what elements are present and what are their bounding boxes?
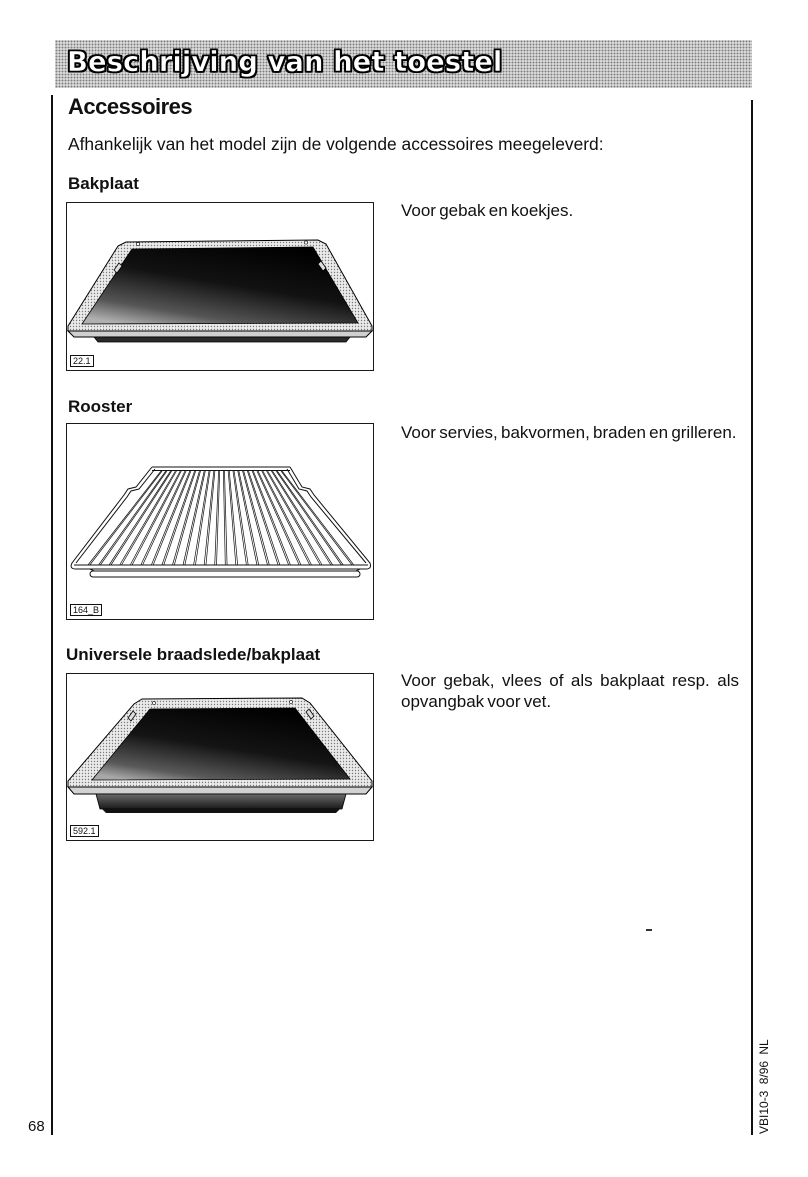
figure-label: 22.1 [70,355,94,367]
rack-bar [281,471,352,565]
rack-bar [88,471,161,565]
page-title: Beschrijving van het toestel [67,46,503,78]
rack-bar [206,471,215,565]
item-title-braadslede: Universele braadslede/bakplaat [66,645,321,664]
item-title-bakplaat: Bakplaat [68,174,139,193]
rack-bar [195,471,210,565]
item-description-braadslede: Voor gebak, vlees of als bakplaat resp. als opvangbak voor vet. [401,671,739,711]
roasting-pan-illustration [66,673,374,841]
document-code: VBI10-3 8/96 NL [757,1039,771,1134]
scan-mark [646,929,652,931]
section-heading: Accessoires [68,94,193,119]
figure-rooster [66,423,374,620]
item-description-bakplaat: Voor gebak en koekjes. [401,201,574,220]
rack-bar [153,471,191,565]
item-title-rooster: Rooster [68,397,133,416]
rack-bar [239,471,259,565]
rack-bar [109,471,170,565]
rack-bar [247,471,278,565]
rack-bar [253,471,290,565]
item-description-rooster: Voor servies, bakvormen, braden en grilleren. [401,423,737,442]
right-margin-rule [751,100,753,1135]
rack-bar [267,471,321,565]
page-number: 68 [28,1118,45,1135]
baking-tray-illustration [66,202,374,371]
intro-text: Afhankelijk van het model zijn de volgende accessoires meegeleverd: [68,134,604,154]
figure-label: 164_B [70,604,102,616]
left-margin-rule [51,95,53,1135]
figure-braadslede [66,673,374,841]
figure-bakplaat [66,202,374,371]
rack-bars [88,471,354,565]
rack-bar [99,471,166,565]
oven-rack-illustration [66,423,374,620]
rack-bar [204,471,214,565]
figure-label: 592.1 [70,825,99,837]
rack-bar [90,471,162,565]
